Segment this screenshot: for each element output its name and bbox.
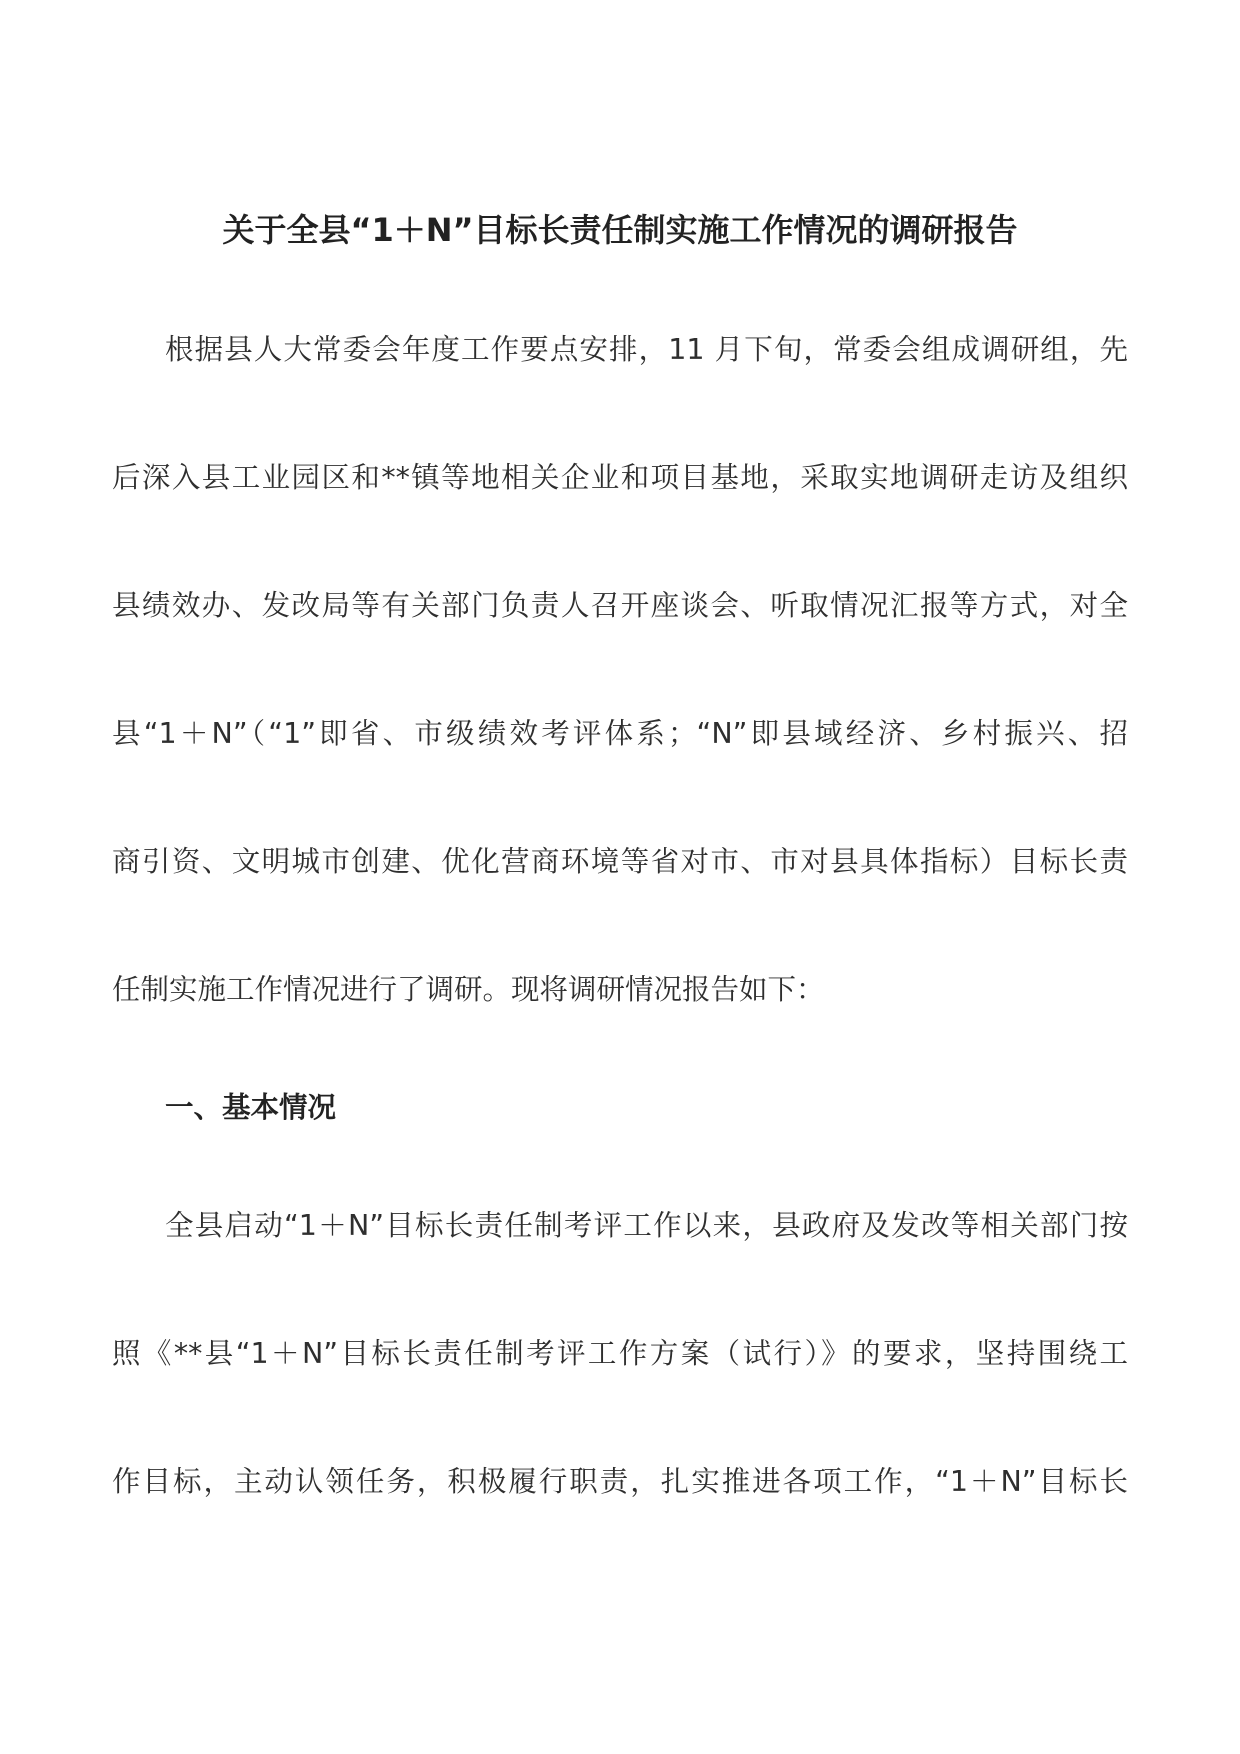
paragraph-1-line-1: 根据县人大常委会年度工作要点安排，11 月下旬，常委会组成调研组，先 xyxy=(165,333,1128,366)
paragraph-2-line-1: 全县启动“1＋N”目标长责任制考评工作以来，县政府及发改等相关部门按 xyxy=(165,1209,1128,1242)
paragraph-2-line-3: 作目标，主动认领任务，积极履行职责，扎实推进各项工作，“1＋N”目标长 xyxy=(112,1465,1128,1498)
paragraph-1-line-3: 县绩效办、发改局等有关部门负责人召开座谈会、听取情况汇报等方式，对全 xyxy=(112,589,1128,622)
paragraph-1-line-6: 任制实施工作情况进行了调研。现将调研情况报告如下： xyxy=(112,973,825,1006)
paragraph-1-line-2: 后深入县工业园区和**镇等地相关企业和项目基地，采取实地调研走访及组织 xyxy=(112,461,1128,494)
paragraph-2-line-2: 照《**县“1＋N”目标长责任制考评工作方案（试行）》的要求，坚持围绕工 xyxy=(112,1337,1128,1370)
document-title: 关于全县“1＋N”目标长责任制实施工作情况的调研报告 xyxy=(222,211,1018,249)
section-1-heading: 一、基本情况 xyxy=(165,1091,337,1124)
paragraph-1-line-4: 县“1＋N”（“1”即省、市级绩效考评体系；“N”即县域经济、乡村振兴、招 xyxy=(112,717,1128,750)
paragraph-1-line-5: 商引资、文明城市创建、优化营商环境等省对市、市对县具体指标）目标长责 xyxy=(112,845,1128,878)
